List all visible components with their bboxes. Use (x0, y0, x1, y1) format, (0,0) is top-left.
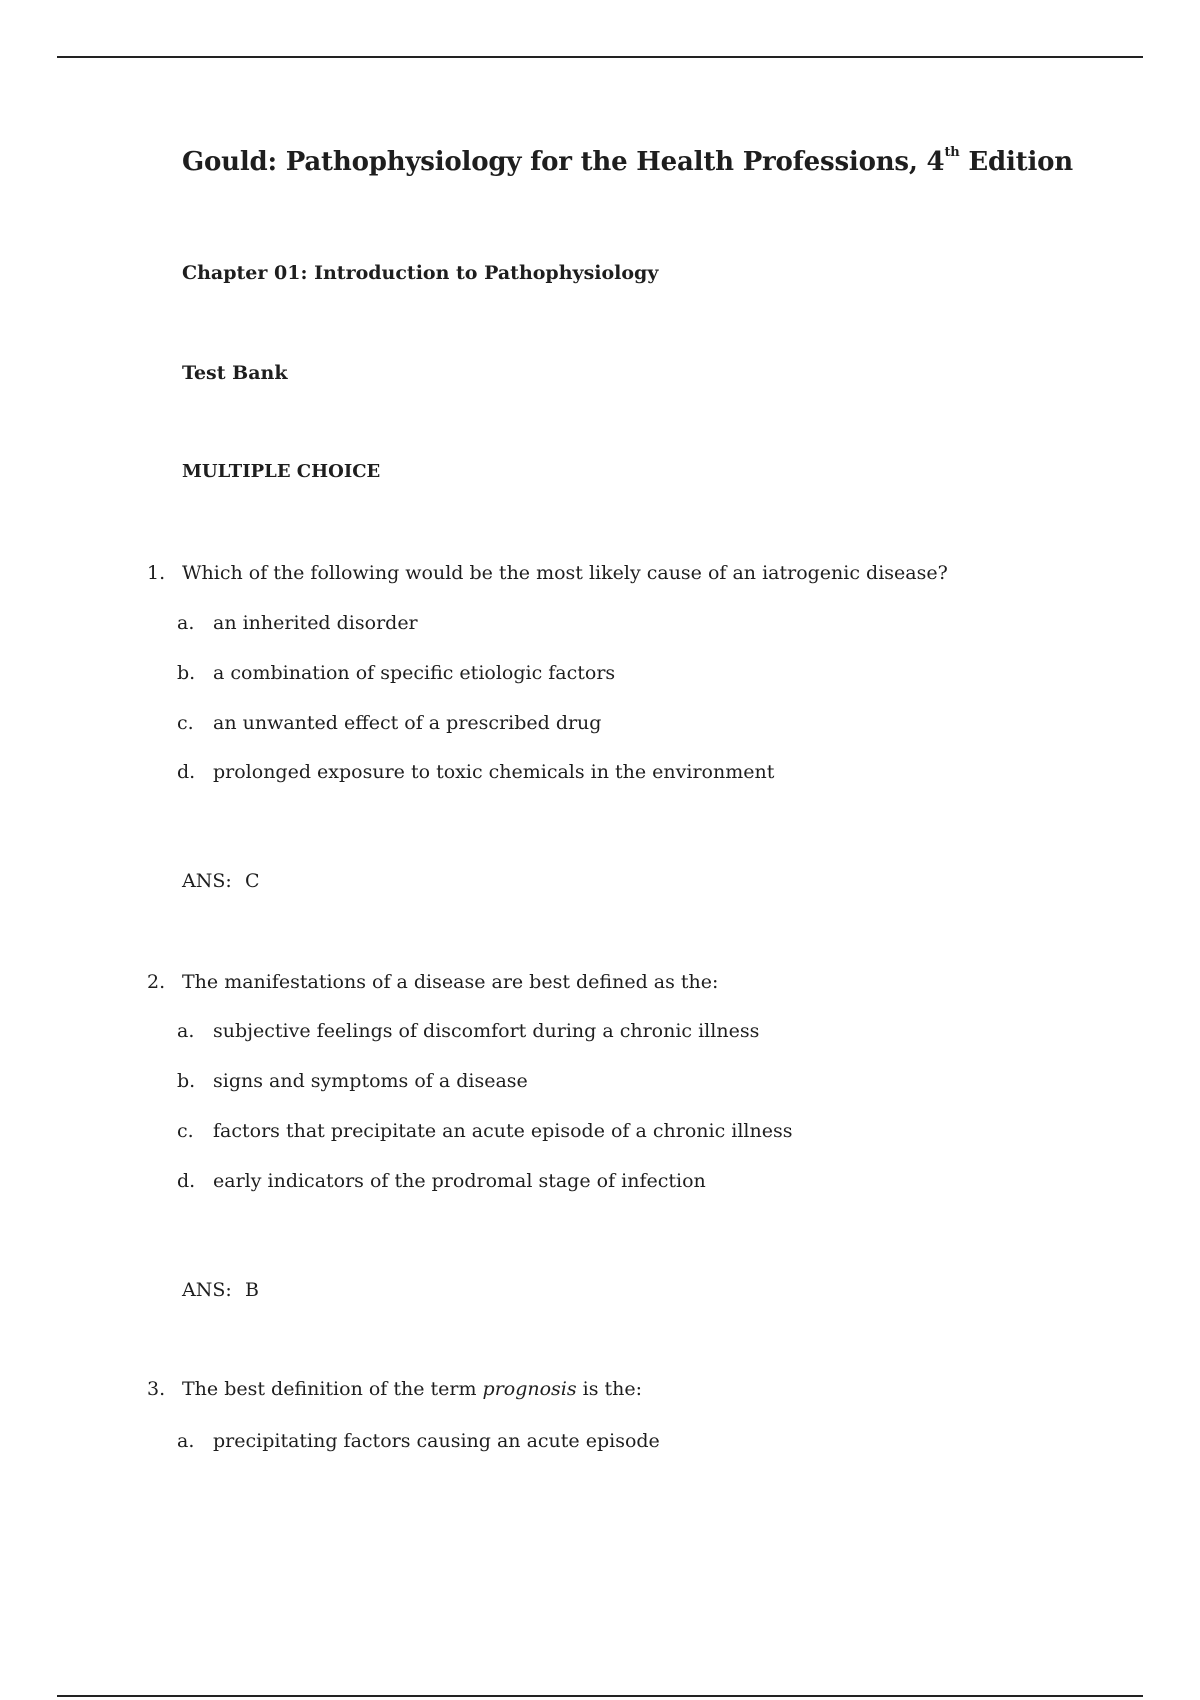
test-bank-heading: Test Bank (182, 362, 288, 384)
option-text: subjective feelings of discomfort during a chronic illness (213, 1020, 760, 1042)
title-end: Edition (959, 147, 1073, 177)
option-text: a combination of specific etiologic factors (213, 662, 616, 684)
option-letter: a. (177, 1020, 195, 1042)
option-text: factors that precipitate an acute episode of a chronic illness (213, 1120, 793, 1142)
question-text-start: The best definition of the term (182, 1378, 483, 1400)
option-text: an inherited disorder (213, 612, 418, 634)
question-term: prognosis (482, 1378, 577, 1400)
answer-value: B (245, 1279, 259, 1301)
option-text: precipitating factors causing an acute episode (213, 1430, 660, 1452)
option-letter: d. (177, 1170, 196, 1192)
question-number: 1. (147, 562, 166, 584)
question-text (182, 1378, 642, 1400)
question-text: Which of the following would be the most likely cause of an iatrogenic disease? (182, 562, 948, 584)
question-number: 2. (147, 971, 166, 993)
option-text: early indicators of the prodromal stage of infection (213, 1170, 706, 1192)
option-letter: c. (177, 1120, 194, 1142)
chapter-heading: Chapter 01: Introduction to Pathophysiology (182, 262, 659, 284)
option-text: an unwanted effect of a prescribed drug (213, 712, 602, 734)
option-letter: b. (177, 1070, 196, 1092)
option-letter: b. (177, 662, 196, 684)
top-rule (57, 56, 1143, 58)
option-text: signs and symptoms of a disease (213, 1070, 528, 1092)
option-letter: a. (177, 612, 195, 634)
option-letter: a. (177, 1430, 195, 1452)
option-text: prolonged exposure to toxic chemicals in the environment (213, 761, 775, 783)
answer-value: C (245, 870, 260, 892)
option-letter: c. (177, 712, 194, 734)
title-superscript: th (944, 145, 960, 160)
question-text: The manifestations of a disease are best defined as the: (182, 971, 719, 993)
bottom-rule (57, 1695, 1143, 1697)
question-number: 3. (147, 1378, 166, 1400)
question-text-end: is the: (576, 1378, 643, 1400)
section-heading: MULTIPLE CHOICE (182, 461, 381, 482)
title-main: Gould: Pathophysiology for the Health Professions, 4 (182, 147, 945, 177)
answer-label: ANS: (182, 1279, 232, 1301)
answer-label: ANS: (182, 870, 232, 892)
document-title (182, 147, 1073, 177)
option-letter: d. (177, 761, 196, 783)
